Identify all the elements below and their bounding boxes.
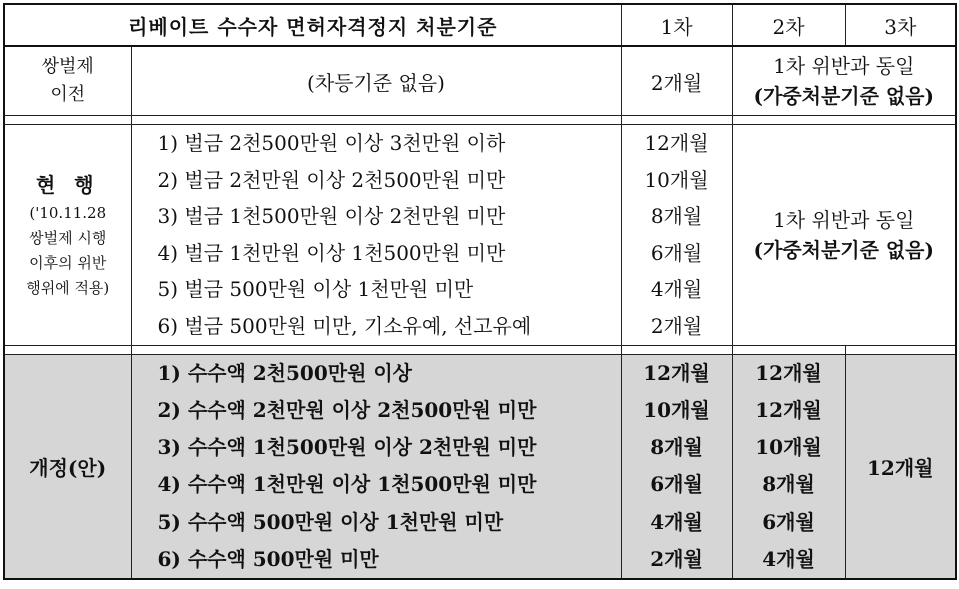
spacer-row <box>4 116 956 125</box>
first-penalty: 8개월 <box>650 204 703 229</box>
repeat-penalty-note <box>732 46 956 116</box>
repeat-note-line: (가중처분기준 없음) <box>753 84 934 108</box>
spacer-cell <box>4 116 131 125</box>
revised-second-list <box>732 354 845 579</box>
second-penalty: 12개월 <box>755 397 822 422</box>
label-line: 이전 <box>50 84 86 105</box>
header-row <box>4 4 956 46</box>
label-revised: 개정(안) <box>4 354 131 579</box>
revised-first-list <box>621 354 732 579</box>
first-penalty: 4개월 <box>650 509 703 534</box>
first-penalty: 8개월 <box>650 435 703 460</box>
list-item: 6) 벌금 500만원 미만, 기소유예, 선고유예 <box>157 313 532 338</box>
table-title: 리베이트 수수자 면허자격정지 처분기준 <box>4 4 621 46</box>
list-item: 5) 수수액 500만원 이상 1천만원 미만 <box>157 509 504 534</box>
current-first-list <box>621 125 732 346</box>
revised-criteria-list <box>131 354 621 579</box>
label-before-law <box>4 46 131 116</box>
first-penalty: 4개월 <box>650 277 703 302</box>
second-penalty: 10개월 <box>755 435 822 460</box>
second-penalty: 6개월 <box>762 509 815 534</box>
spacer-row <box>4 345 956 354</box>
list-item: 3) 수수액 1천500만원 이상 2천만원 미만 <box>157 435 537 460</box>
spacer-cell <box>621 345 732 354</box>
row-before-law <box>4 46 956 116</box>
spacer-cell <box>131 116 621 125</box>
current-criteria-list <box>131 125 621 346</box>
first-penalty: 12개월 <box>643 360 710 385</box>
col-header-second: 2차 <box>732 4 845 46</box>
second-penalty: 4개월 <box>762 547 815 572</box>
spacer-cell <box>4 345 131 354</box>
spacer-cell <box>845 345 956 354</box>
label-line: 쌍벌제 <box>41 56 94 77</box>
list-item: 1) 수수액 2천500만원 이상 <box>157 360 412 385</box>
first-penalty: 10개월 <box>643 397 710 422</box>
row-revised <box>4 354 956 579</box>
first-penalty: 2개월 <box>650 313 703 338</box>
col-header-first: 1차 <box>621 4 732 46</box>
spacer-cell <box>131 345 621 354</box>
label-line: 행위에 적용) <box>26 278 110 297</box>
criteria-none: (차등기준 없음) <box>131 46 621 116</box>
second-penalty: 12개월 <box>755 360 822 385</box>
list-item: 6) 수수액 500만원 미만 <box>157 547 379 572</box>
col-header-third: 3차 <box>845 4 956 46</box>
label-line: ('10.11.28 <box>29 203 107 222</box>
label-line: 쌍벌제 시행 <box>29 228 107 247</box>
list-item: 4) 수수액 1천만원 이상 1천500만원 미만 <box>157 472 537 497</box>
first-penalty: 2개월 <box>650 547 703 572</box>
list-item: 4) 벌금 1천만원 이상 1천500만원 미만 <box>157 240 506 265</box>
spacer-cell <box>732 345 845 354</box>
label-current <box>4 125 131 346</box>
spacer-cell <box>621 116 732 125</box>
label-line: 이후의 위반 <box>29 253 107 272</box>
second-penalty: 8개월 <box>762 472 815 497</box>
first-penalty: 6개월 <box>650 472 703 497</box>
list-item: 2) 수수액 2천만원 이상 2천500만원 미만 <box>157 397 537 422</box>
repeat-note-line: 1차 위반과 동일 <box>773 207 915 232</box>
row-current <box>4 125 956 346</box>
repeat-penalty-note <box>732 125 956 346</box>
label-title: 현 행 <box>35 172 100 197</box>
list-item: 1) 벌금 2천500만원 이상 3천만원 이하 <box>157 131 506 155</box>
penalty-criteria-table <box>3 3 957 580</box>
first-penalty: 10개월 <box>644 167 709 192</box>
repeat-note-line: 1차 위반과 동일 <box>773 54 915 78</box>
third-penalty: 12개월 <box>845 354 956 579</box>
repeat-note-line: (가중처분기준 없음) <box>753 237 934 262</box>
spacer-cell <box>732 116 956 125</box>
first-penalty: 6개월 <box>650 240 703 265</box>
first-penalty: 12개월 <box>644 131 709 155</box>
list-item: 3) 벌금 1천500만원 이상 2천만원 미만 <box>157 204 506 229</box>
list-item: 2) 벌금 2천만원 이상 2천500만원 미만 <box>157 167 506 192</box>
first-penalty: 2개월 <box>621 46 732 116</box>
list-item: 5) 벌금 500만원 이상 1천만원 미만 <box>157 277 474 302</box>
